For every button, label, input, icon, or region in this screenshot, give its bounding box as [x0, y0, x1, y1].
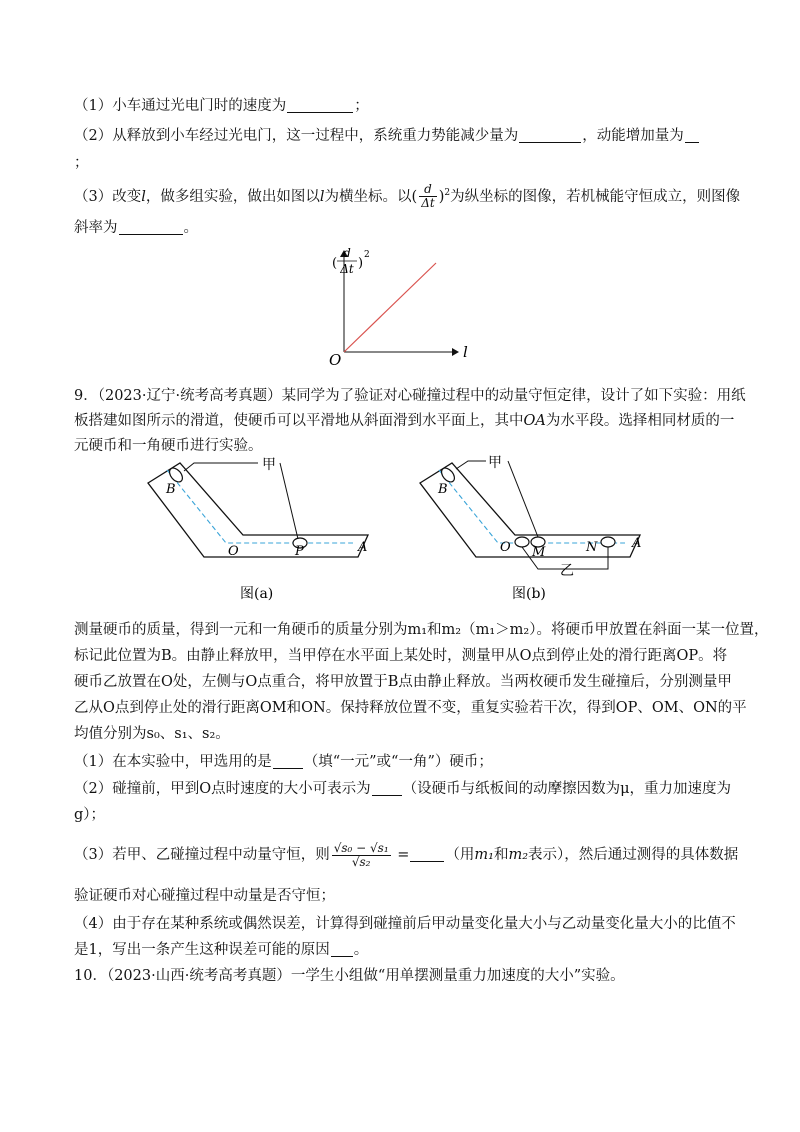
- label-M: M: [532, 545, 546, 560]
- q9-para2: 标记此位置为B。由静止释放甲，当甲停在水平面上某处时，测量甲从O点到停止处的滑行距离OP。将: [74, 648, 728, 664]
- q8-part1: （1）小车通过光电门时的速度为 ；: [74, 98, 369, 114]
- y-label-exp: 2: [364, 250, 370, 260]
- answer-blank[interactable]: [372, 781, 402, 796]
- coin-o: [515, 537, 529, 547]
- fraction: $\frac{d}{\Delta t}$: [421, 182, 435, 211]
- label-jia: 甲: [262, 457, 276, 473]
- q9-part3-line2: 验证硬币对心碰撞过程中动量是否守恒；: [74, 888, 335, 904]
- q9-header: 9．（2023·辽宁·统考高考真题）某同学为了验证对心碰撞过程中的动量守恒定律，设计了如下实验：用纸: [74, 388, 746, 404]
- figure-b: [412, 455, 652, 605]
- q8-part2-end: ；: [74, 155, 89, 171]
- label-A: A: [358, 540, 368, 555]
- label-N: N: [586, 540, 598, 555]
- label-B: B: [166, 482, 176, 497]
- q9-part4: （4）由于存在某种系统或偶然误差，计算得到碰撞前后甲动量变化量大小与乙动量变化量大小的比值不: [74, 916, 736, 932]
- answer-blank[interactable]: [331, 942, 353, 957]
- caption-b: 图(b): [512, 586, 546, 602]
- q9-part4-line2: 是1，写出一条产生这种误差可能的原因 。: [74, 942, 369, 958]
- q9-part2-end: g）；: [74, 807, 106, 823]
- label-O: O: [500, 540, 511, 555]
- q9-line3: 元硬币和一角硬币进行实验。: [74, 438, 263, 454]
- figure-a: [140, 455, 380, 605]
- y-label-den: Δt: [340, 262, 354, 276]
- data-line: [344, 263, 436, 352]
- caption-a: 图(a): [240, 586, 274, 602]
- coin-n: [601, 537, 615, 547]
- answer-blank[interactable]: [287, 98, 353, 113]
- label-yi: 乙: [560, 563, 574, 579]
- q9-para1: 测量硬币的质量，得到一元和一角硬币的质量分别为m₁和m₂（m₁＞m₂）。将硬币甲放置在斜面一某一位置，: [74, 622, 769, 638]
- answer-blank[interactable]: [519, 128, 581, 143]
- q9-part3: （3）若甲、乙碰撞过程中动量守恒，则 $\frac{\text{√s₀ − √s₁}}{\text{√s₂}}$ = （用m₁和m₂表示），然后通过测得的具体数据: [74, 840, 739, 869]
- q9-para4: 乙从O点到停止处的滑行距离OM和ON。保持释放位置不变，重复实验若干次，得到OP、OM、ON的平: [74, 700, 747, 716]
- answer-blank[interactable]: [410, 847, 444, 862]
- label-O: O: [228, 544, 239, 559]
- q9-para3: 硬币乙放置在O处，左侧与O点重合，将甲放置于B点由静止释放。当两枚硬币发生碰撞后，分别测量甲: [74, 674, 732, 690]
- x-axis-label: l: [463, 343, 468, 361]
- q8-part2: （2）从释放到小车经过光电门，这一过程中，系统重力势能减少量为 ，动能增加量为: [74, 127, 700, 145]
- svg-text:(: (: [332, 256, 338, 271]
- svg-text:): ): [358, 256, 364, 271]
- label-P: P: [295, 544, 304, 559]
- q10-header: 10．（2023·山西·统考高考真题）一学生小组做“用单摆测量重力加速度的大小”实验。: [74, 968, 625, 984]
- origin-label: O: [329, 351, 342, 367]
- ratio-fraction: $\frac{\text{√s₀ − √s₁}}{\text{√s₂}}$: [333, 840, 389, 869]
- q9-para5: 均值分别为s₀、s₁、s₂。: [74, 726, 230, 742]
- q9-part2: （2）碰撞前，甲到O点时速度的大小可表示为 （设硬币与纸板间的动摩擦因数为μ，重力加速度为: [74, 781, 732, 797]
- answer-blank[interactable]: [685, 128, 699, 143]
- label-jia: 甲: [488, 455, 502, 471]
- label-A: A: [632, 536, 642, 551]
- answer-blank[interactable]: [119, 220, 183, 235]
- label-B: B: [438, 482, 448, 497]
- q8-graph: [320, 245, 490, 367]
- q9-line2: 板搭建如图所示的滑道，使硬币可以平滑地从斜面滑到水平面上，其中OA为水平段。选择相同材质的一: [74, 413, 735, 429]
- y-label-num: d: [343, 246, 351, 260]
- q8-part3-line2: 斜率为 。: [74, 220, 198, 236]
- q8-part3: （3）改变l，做多组实验，做出如图以l为横坐标。以( $\frac{d}{\Delta t}$ )$^2$为纵坐标的图像，若机械能守恒成立，则图像: [74, 182, 741, 211]
- q9-part1: （1）在本实验中，甲选用的是 （填“一元”或“一角”）硬币；: [74, 754, 493, 770]
- answer-blank[interactable]: [273, 754, 303, 769]
